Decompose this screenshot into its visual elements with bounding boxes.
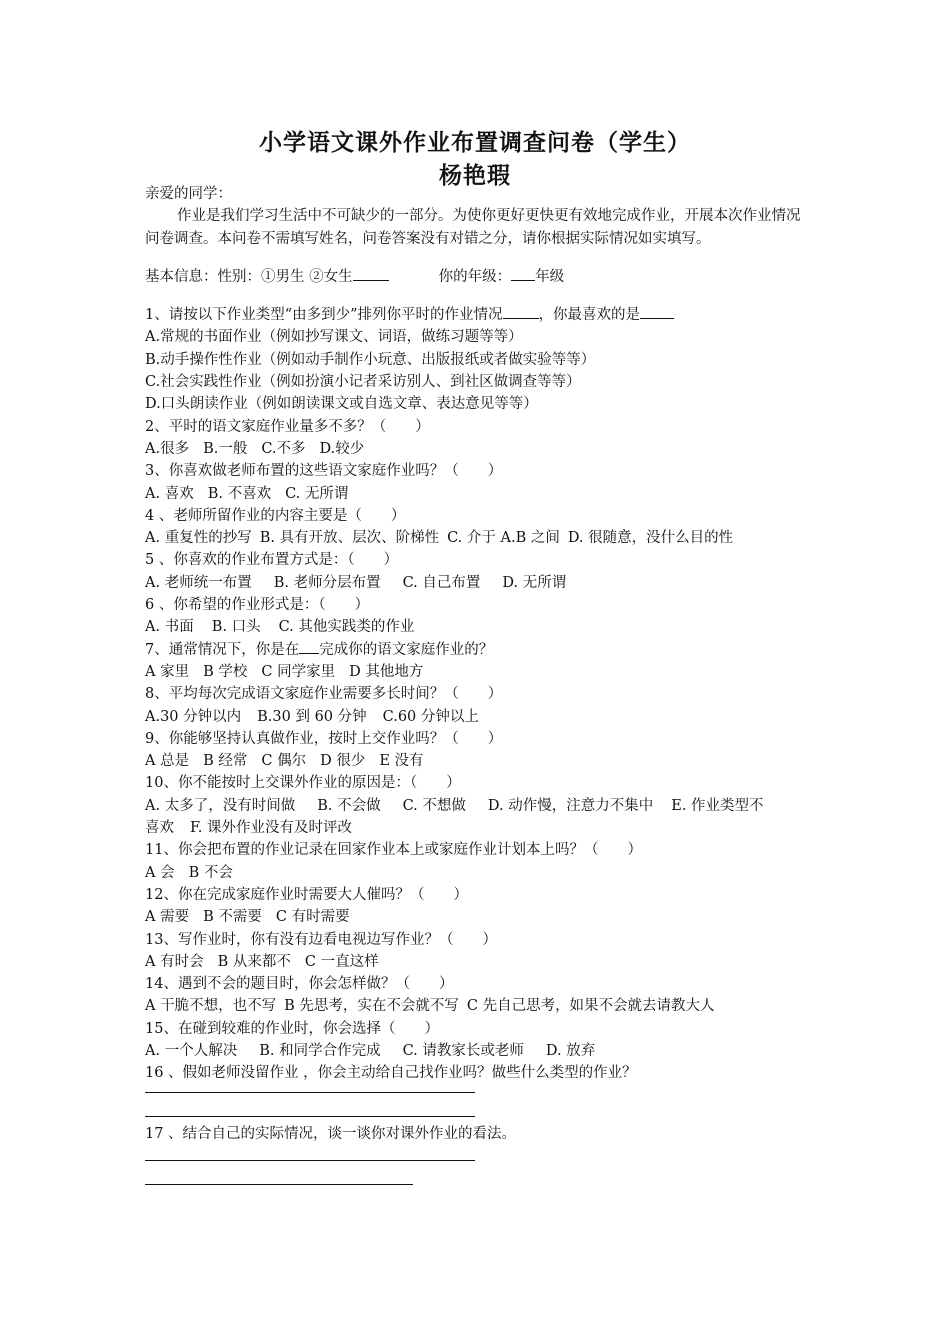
q3-option: A. 喜欢 (145, 485, 194, 502)
q9-options (145, 750, 810, 772)
q4-options (145, 527, 810, 549)
q9-option: B 经常 (203, 753, 248, 770)
q8-options (145, 706, 810, 728)
q7-option: C 同学家里 (261, 663, 336, 680)
q15-options (145, 1040, 810, 1062)
q15-option: A. 一个人解决 (145, 1042, 238, 1059)
q10-option: 喜欢 (145, 820, 174, 837)
q11-options (145, 862, 810, 884)
gender-blank[interactable] (353, 266, 389, 281)
page-title: 小学语文课外作业布置调查问卷（学生） (259, 129, 691, 156)
q10-option: C. 不想做 (402, 797, 466, 814)
question-9: 9、你能够坚持认真做作业，按时上交作业吗？（ ） (145, 730, 503, 747)
q5-option: D. 无所谓 (502, 574, 567, 591)
q3-option: B. 不喜欢 (207, 485, 272, 502)
q13-option: B 从来都不 (217, 953, 291, 970)
q3-option: C. 无所谓 (285, 485, 349, 502)
q5-option: B. 老师分层布置 (273, 574, 381, 591)
q14-options (145, 995, 810, 1017)
question-8: 8、平均每次完成语文家庭作业需要多长时间？（ ） (145, 686, 503, 703)
q7-blank[interactable] (299, 639, 319, 654)
q2-option: A.很多 (145, 440, 190, 457)
q7-option: D 其他地方 (349, 663, 424, 680)
q1-option-d: D.口头朗读作业（例如朗读课文或自选文章、表达意见等等） (145, 396, 538, 413)
q10-option: F. 课外作业没有及时评改 (190, 820, 353, 837)
q4-option: B. 具有开放、层次、阶梯性 (259, 530, 440, 547)
q1-favorite-blank[interactable] (640, 304, 674, 319)
q5-option: C. 自己布置 (402, 574, 481, 591)
q14-option: C 先自己思考，如果不会就去请教大人 (466, 998, 715, 1015)
question-12: 12、你在完成家庭作业时需要大人催吗？（ ） (145, 886, 468, 903)
question-10: 10、你不能按时上交课外作业的原因是：（ ） (145, 775, 461, 792)
basic-info (145, 266, 810, 288)
q7-option: B 学校 (203, 663, 248, 680)
q1-order-blank[interactable] (503, 304, 539, 319)
question-5: 5 、你喜欢的作业布置方式是：（ ） (145, 552, 399, 569)
q8-option: B.30 到 60 分钟 (257, 708, 367, 725)
q10-option: D. 动作慢，注意力不集中 (487, 797, 654, 814)
question-7 (145, 639, 810, 661)
question-1-stem-b: ，你最喜欢的是 (538, 307, 641, 324)
q13-options (145, 951, 810, 973)
q10-option: B. 不会做 (317, 797, 381, 814)
author-name: 杨艳瑕 (439, 162, 511, 189)
q7-options (145, 661, 810, 683)
question-2: 2、平时的语文家庭作业量多不多？（ ） (145, 418, 430, 435)
q8-option: C.60 分钟以上 (382, 708, 479, 725)
q13-option: A 有时会 (145, 953, 204, 970)
grade-label: 你的年级： (438, 268, 512, 285)
q9-option: E 没有 (379, 753, 424, 770)
q17-answer-line[interactable] (145, 1183, 413, 1185)
q12-option: C 有时需要 (275, 909, 350, 926)
question-7-stem-b: 完成你的语文家庭作业的？ (319, 641, 494, 658)
q13-option: C 一直这样 (304, 953, 379, 970)
q1-option-c: C.社会实践性作业（例如扮演小记者采访别人、到社区做调查等等） (145, 374, 581, 391)
q10-options-line2 (145, 817, 810, 839)
q17-answer-line[interactable] (145, 1159, 475, 1161)
q10-options-line1 (145, 795, 810, 817)
q1-option-b: B.动手操作性作业（例如动手制作小玩意、出版报纸或者做实验等等） (145, 351, 596, 368)
q12-option: A 需要 (145, 909, 190, 926)
q6-option: A. 书面 (145, 619, 194, 636)
q5-options (145, 572, 810, 594)
question-15: 15、在碰到较难的作业时，你会选择（ ） (145, 1020, 439, 1037)
q14-option: A 干脆不想，也不写 (145, 998, 277, 1015)
question-14: 14、遇到不会的题目时，你会怎样做？（ ） (145, 976, 454, 993)
grade-blank[interactable] (511, 266, 535, 281)
q6-option: C. 其他实践类的作业 (278, 619, 415, 636)
grade-suffix: 年级 (535, 268, 565, 285)
question-3: 3、你喜欢做老师布置的这些语文家庭作业吗？（ ） (145, 463, 503, 480)
q15-option: D. 放弃 (545, 1042, 596, 1059)
question-1-stem: 1、请按以下作业类型“由多到少”排列你平时的作业情况 (145, 307, 503, 324)
question-7-stem: 7、通常情况下，你是在 (145, 641, 300, 658)
q14-option: B 先思考，实在不会就不写 (284, 998, 459, 1015)
q7-option: A 家里 (145, 663, 190, 680)
q5-option: A. 老师统一布置 (145, 574, 252, 591)
question-17: 17 、结合自己的实际情况，谈一谈你对课外作业的看法。 (145, 1125, 517, 1142)
q12-options (145, 906, 810, 928)
q4-option: A. 重复性的抄写 (145, 530, 252, 547)
q6-option: B. 口头 (211, 619, 261, 636)
q9-option: D 很少 (320, 753, 366, 770)
q1-option-a: A.常规的书面作业（例如抄写课文、词语，做练习题等等） (145, 329, 523, 346)
q9-option: A 总是 (145, 753, 190, 770)
question-16: 16 、假如老师没留作业 ，你会主动给自己找作业吗？做些什么类型的作业？ (145, 1065, 637, 1082)
q2-option: D.较少 (319, 440, 365, 457)
questionnaire-body (145, 183, 810, 1185)
q2-option: B.一般 (203, 440, 248, 457)
q15-option: C. 请教家长或老师 (402, 1042, 524, 1059)
q10-option: E. 作业类型不 (671, 797, 764, 814)
q11-option: B 不会 (188, 864, 233, 881)
question-13: 13、写作业时，你有没有边看电视边写作业？（ ） (145, 931, 497, 948)
q3-options (145, 483, 810, 505)
q11-option: A 会 (145, 864, 175, 881)
q9-option: C 偶尔 (261, 753, 307, 770)
greeting: 亲爱的同学： (145, 186, 232, 202)
q15-option: B. 和同学合作完成 (259, 1042, 381, 1059)
q4-option: C. 介于 A.B 之间 (447, 530, 560, 547)
question-4: 4 、老师所留作业的内容主要是（ ） (145, 507, 406, 524)
q16-answer-line[interactable] (145, 1115, 475, 1117)
question-1 (145, 304, 810, 326)
q12-option: B 不需要 (203, 909, 262, 926)
q16-answer-line[interactable] (145, 1091, 475, 1093)
q8-option: A.30 分钟以内 (145, 708, 242, 725)
q2-options (145, 438, 810, 460)
question-6: 6 、你希望的作业形式是：（ ） (145, 597, 370, 614)
q10-option: A. 太多了，没有时间做 (145, 797, 296, 814)
question-11: 11、你会把布置的作业记录在回家作业本上或家庭作业计划本上吗？（ ） (145, 842, 642, 859)
q2-option: C.不多 (261, 440, 306, 457)
q6-options (145, 616, 810, 638)
q4-option: D. 很随意，没什么目的性 (567, 530, 734, 547)
intro-paragraph: 作业是我们学习生活中不可缺少的一部分。为使你更好更快更有效地完成作业，开展本次作业情况问卷调查。本问卷不需填写姓名，问卷答案没有对错之分，请你根据实际情况如实填写。 (145, 208, 801, 247)
gender-label: 基本信息：性别：①男生 ②女生 (145, 268, 353, 285)
